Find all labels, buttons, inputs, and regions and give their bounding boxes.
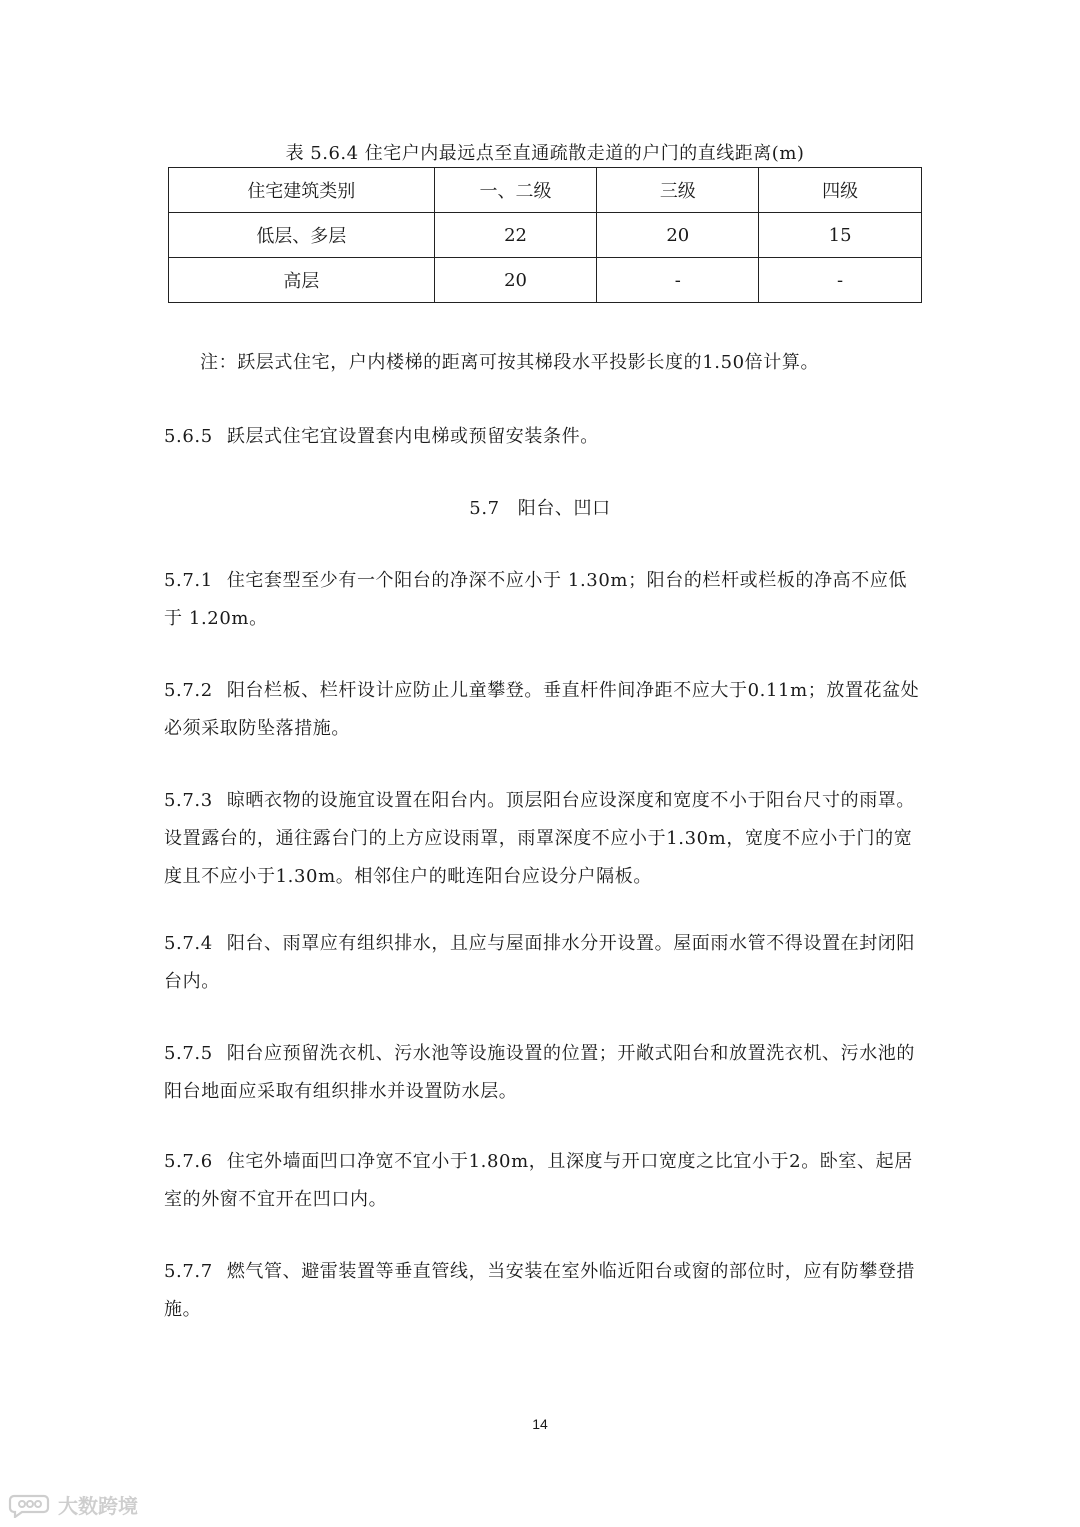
clause-text: 住宅外墙面凹口净宽不宜小于1.80m，且深度与开口宽度之比宜小于2。卧室、起居室的外窗不宜开在凹口内。	[164, 1151, 913, 1210]
table-header-cell: 一、二级	[434, 168, 597, 213]
clause-number: 5.7.1	[164, 570, 213, 591]
table-row	[169, 258, 922, 303]
clause-5-7-6	[164, 1143, 920, 1219]
clause-text: 晾晒衣物的设施宜设置在阳台内。顶层阳台应设深度和宽度不小于阳台尺寸的雨罩。设置露台的，通往露台门的上方应设雨罩，雨罩深度不应小于1.30m，宽度不应小于门的宽度且不应小于1.30m。相邻住户的毗连阳台应设分户隔板。	[164, 790, 916, 887]
clause-5-6-5	[164, 418, 920, 456]
table-cell: 高层	[169, 258, 435, 303]
clause-number: 5.7.7	[164, 1261, 213, 1282]
clause-5-7-2	[164, 672, 920, 748]
clause-text: 跃层式住宅宜设置套内电梯或预留安装条件。	[226, 426, 599, 447]
clause-5-7-1	[164, 562, 920, 638]
section-heading	[0, 492, 1080, 526]
table-header-cell: 三级	[597, 168, 759, 213]
distance-table	[168, 167, 922, 303]
table-cell: 低层、多层	[169, 213, 435, 258]
clause-text: 住宅套型至少有一个阳台的净深不应小于 1.30m；阳台的栏杆或栏板的净高不应低于 1.20m。	[164, 570, 908, 629]
clause-text: 燃气管、避雷装置等垂直管线，当安装在室外临近阳台或窗的部位时，应有防攀登措施。	[164, 1261, 916, 1320]
clause-5-7-4	[164, 925, 920, 1001]
table-caption: 表 5.6.4 住宅户内最远点至直通疏散走道的户门的直线距离(m)	[285, 143, 805, 164]
watermark	[8, 1490, 138, 1519]
clause-number: 5.7.3	[164, 790, 213, 811]
clause-5-7-7	[164, 1253, 920, 1329]
table-cell: -	[759, 258, 922, 303]
clause-text: 阳台栏板、栏杆设计应防止儿童攀登。垂直杆件间净距不应大于0.11m；放置花盆处必须采取防坠落措施。	[164, 680, 920, 739]
table-cell: -	[597, 258, 759, 303]
clause-text: 阳台、雨罩应有组织排水，且应与屋面排水分开设置。屋面雨水管不得设置在封闭阳台内。	[164, 933, 916, 992]
watermark-text: 大数跨境	[58, 1494, 138, 1518]
table-note: 注：跃层式住宅，户内楼梯的距离可按其梯段水平投影长度的1.50倍计算。	[200, 352, 820, 373]
clause-number: 5.7.6	[164, 1151, 213, 1172]
section-title: 阳台、凹口	[517, 498, 611, 519]
page-number: 14	[532, 1416, 548, 1432]
table-header-cell: 住宅建筑类别	[169, 168, 435, 213]
clause-number: 5.7.4	[164, 933, 213, 954]
table-cell: 15	[759, 213, 922, 258]
clause-5-7-3	[164, 782, 920, 896]
clause-number: 5.6.5	[164, 426, 213, 447]
clause-number: 5.7.5	[164, 1043, 213, 1064]
clause-text: 阳台应预留洗衣机、污水池等设施设置的位置；开敞式阳台和放置洗衣机、污水池的阳台地面应采取有组织排水并设置防水层。	[164, 1043, 916, 1102]
chat-bubble-icon	[8, 1492, 52, 1518]
table-header-row	[169, 168, 922, 213]
section-number: 5.7	[469, 498, 500, 519]
table-row	[169, 213, 922, 258]
table-cell: 20	[434, 258, 597, 303]
clause-5-7-5	[164, 1035, 920, 1111]
table-cell: 22	[434, 213, 597, 258]
table-cell: 20	[597, 213, 759, 258]
clause-number: 5.7.2	[164, 680, 213, 701]
table-header-cell: 四级	[759, 168, 922, 213]
